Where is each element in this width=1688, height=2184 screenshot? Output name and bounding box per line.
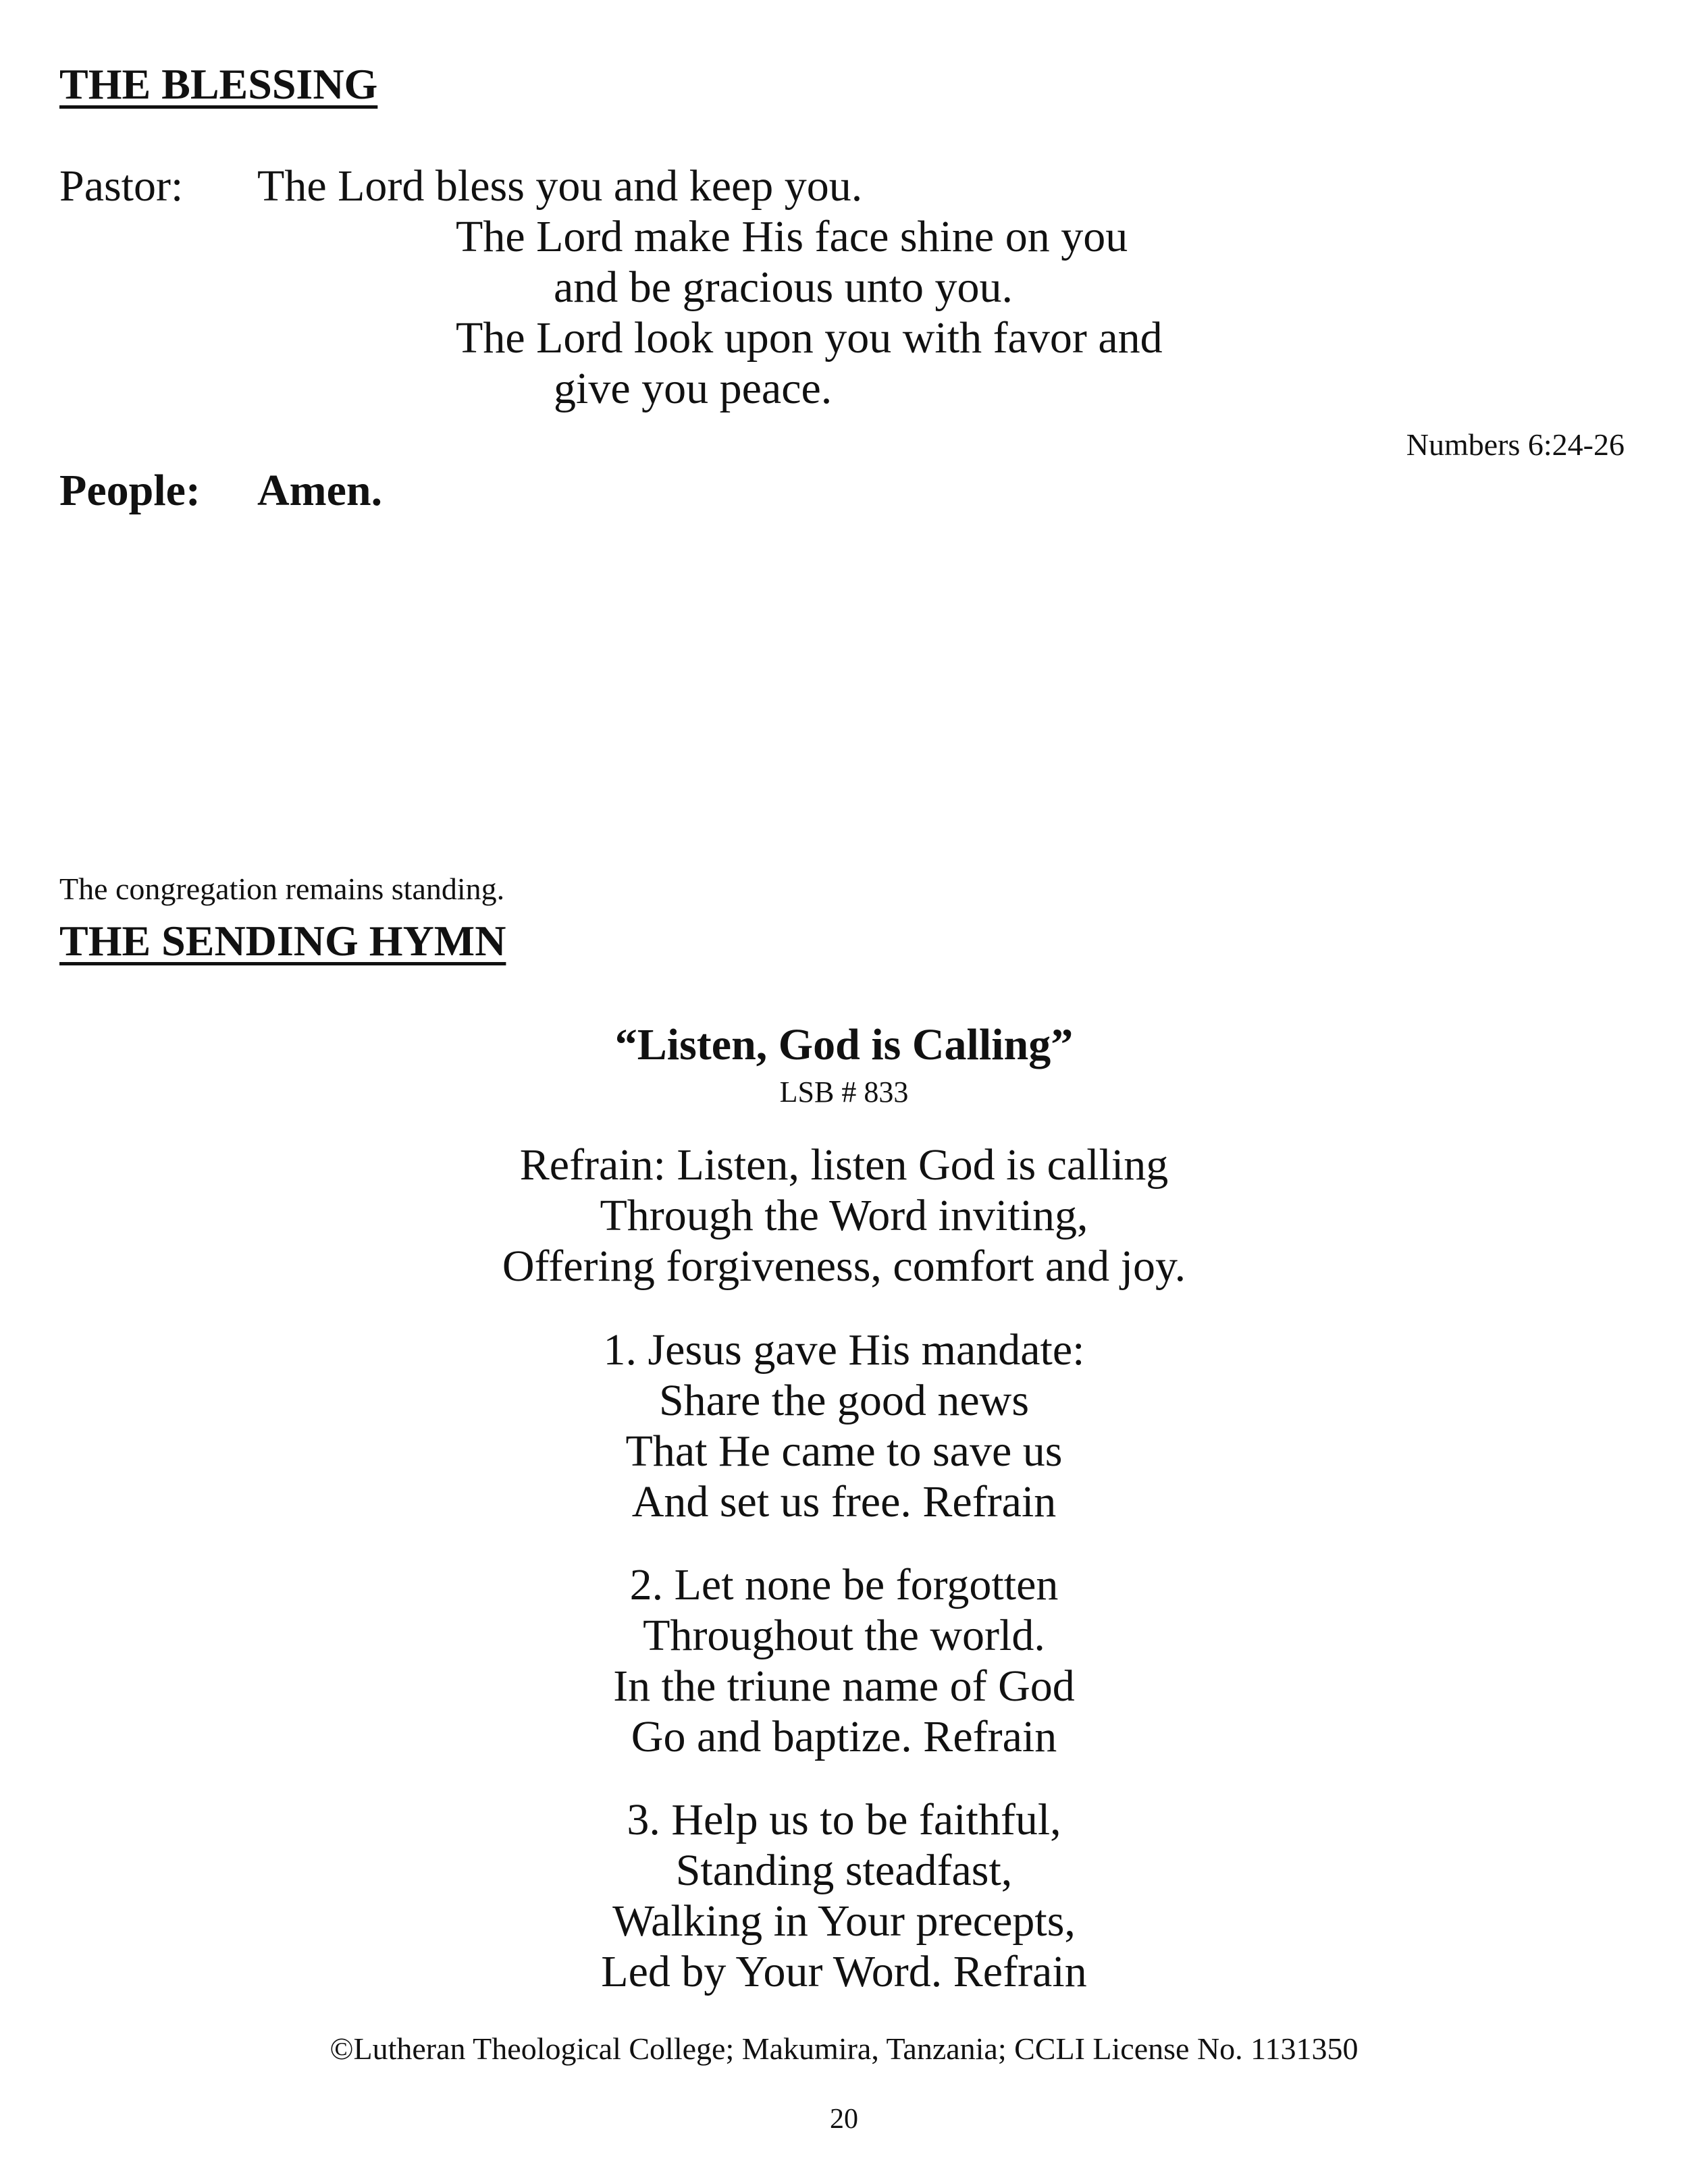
blessing-line: The Lord make His face shine on you xyxy=(456,212,1128,261)
pastor-label: Pastor: xyxy=(59,161,184,211)
blessing-line: and be gracious unto you. xyxy=(554,263,1013,312)
scripture-reference: Numbers 6:24-26 xyxy=(1406,427,1625,462)
stanza-line: Share the good news xyxy=(658,1376,1030,1425)
people-label: People: xyxy=(59,466,201,515)
stanza-1 xyxy=(0,1325,1688,1527)
stanza-line: Led by Your Word. Refrain xyxy=(601,1947,1087,1996)
stanza-line: In the triune name of God xyxy=(613,1661,1075,1711)
hymn-header xyxy=(0,1019,1688,1109)
congregation-instruction: The congregation remains standing. xyxy=(59,872,505,906)
stanza-line: 2. Let none be forgotten xyxy=(629,1560,1059,1609)
stanza-line: That He came to save us xyxy=(625,1427,1063,1476)
people-response: Amen. xyxy=(257,466,383,515)
refrain-line: Offering forgiveness, comfort and joy. xyxy=(502,1242,1186,1291)
blessing-line: The Lord bless you and keep you. xyxy=(257,161,863,211)
sending-hymn-heading: THE SENDING HYMN xyxy=(59,917,506,965)
stanza-line: 3. Help us to be faithful, xyxy=(627,1795,1061,1844)
hymn-title: “Listen, God is Calling” xyxy=(614,1020,1074,1069)
blessing-line: The Lord look upon you with favor and xyxy=(456,313,1163,363)
page-number: 20 xyxy=(830,2104,858,2135)
stanza-2 xyxy=(0,1560,1688,1762)
copyright-notice xyxy=(0,2031,1688,2067)
refrain-line: Through the Word inviting, xyxy=(600,1191,1088,1240)
blessing-heading: THE BLESSING xyxy=(59,60,378,108)
blessing-line: give you peace. xyxy=(554,364,833,413)
stanza-line: Throughout the world. xyxy=(643,1611,1045,1660)
refrain xyxy=(0,1140,1688,1291)
copyright-text: ©Lutheran Theological College; Makumira, Tanzania; CCLI License No. 1131350 xyxy=(329,2031,1359,2066)
stanza-line: Standing steadfast, xyxy=(675,1846,1013,1895)
stanza-line: 1. Jesus gave His mandate: xyxy=(603,1325,1085,1375)
stanza-line: Go and baptize. Refrain xyxy=(631,1712,1057,1761)
hymn-number: LSB # 833 xyxy=(779,1075,909,1109)
refrain-line: Refrain: Listen, listen God is calling xyxy=(519,1140,1169,1190)
stanza-line: And set us free. Refrain xyxy=(631,1477,1057,1526)
page-footer xyxy=(0,2103,1688,2135)
stanza-3 xyxy=(0,1794,1688,1997)
stanza-line: Walking in Your precepts, xyxy=(612,1896,1076,1946)
